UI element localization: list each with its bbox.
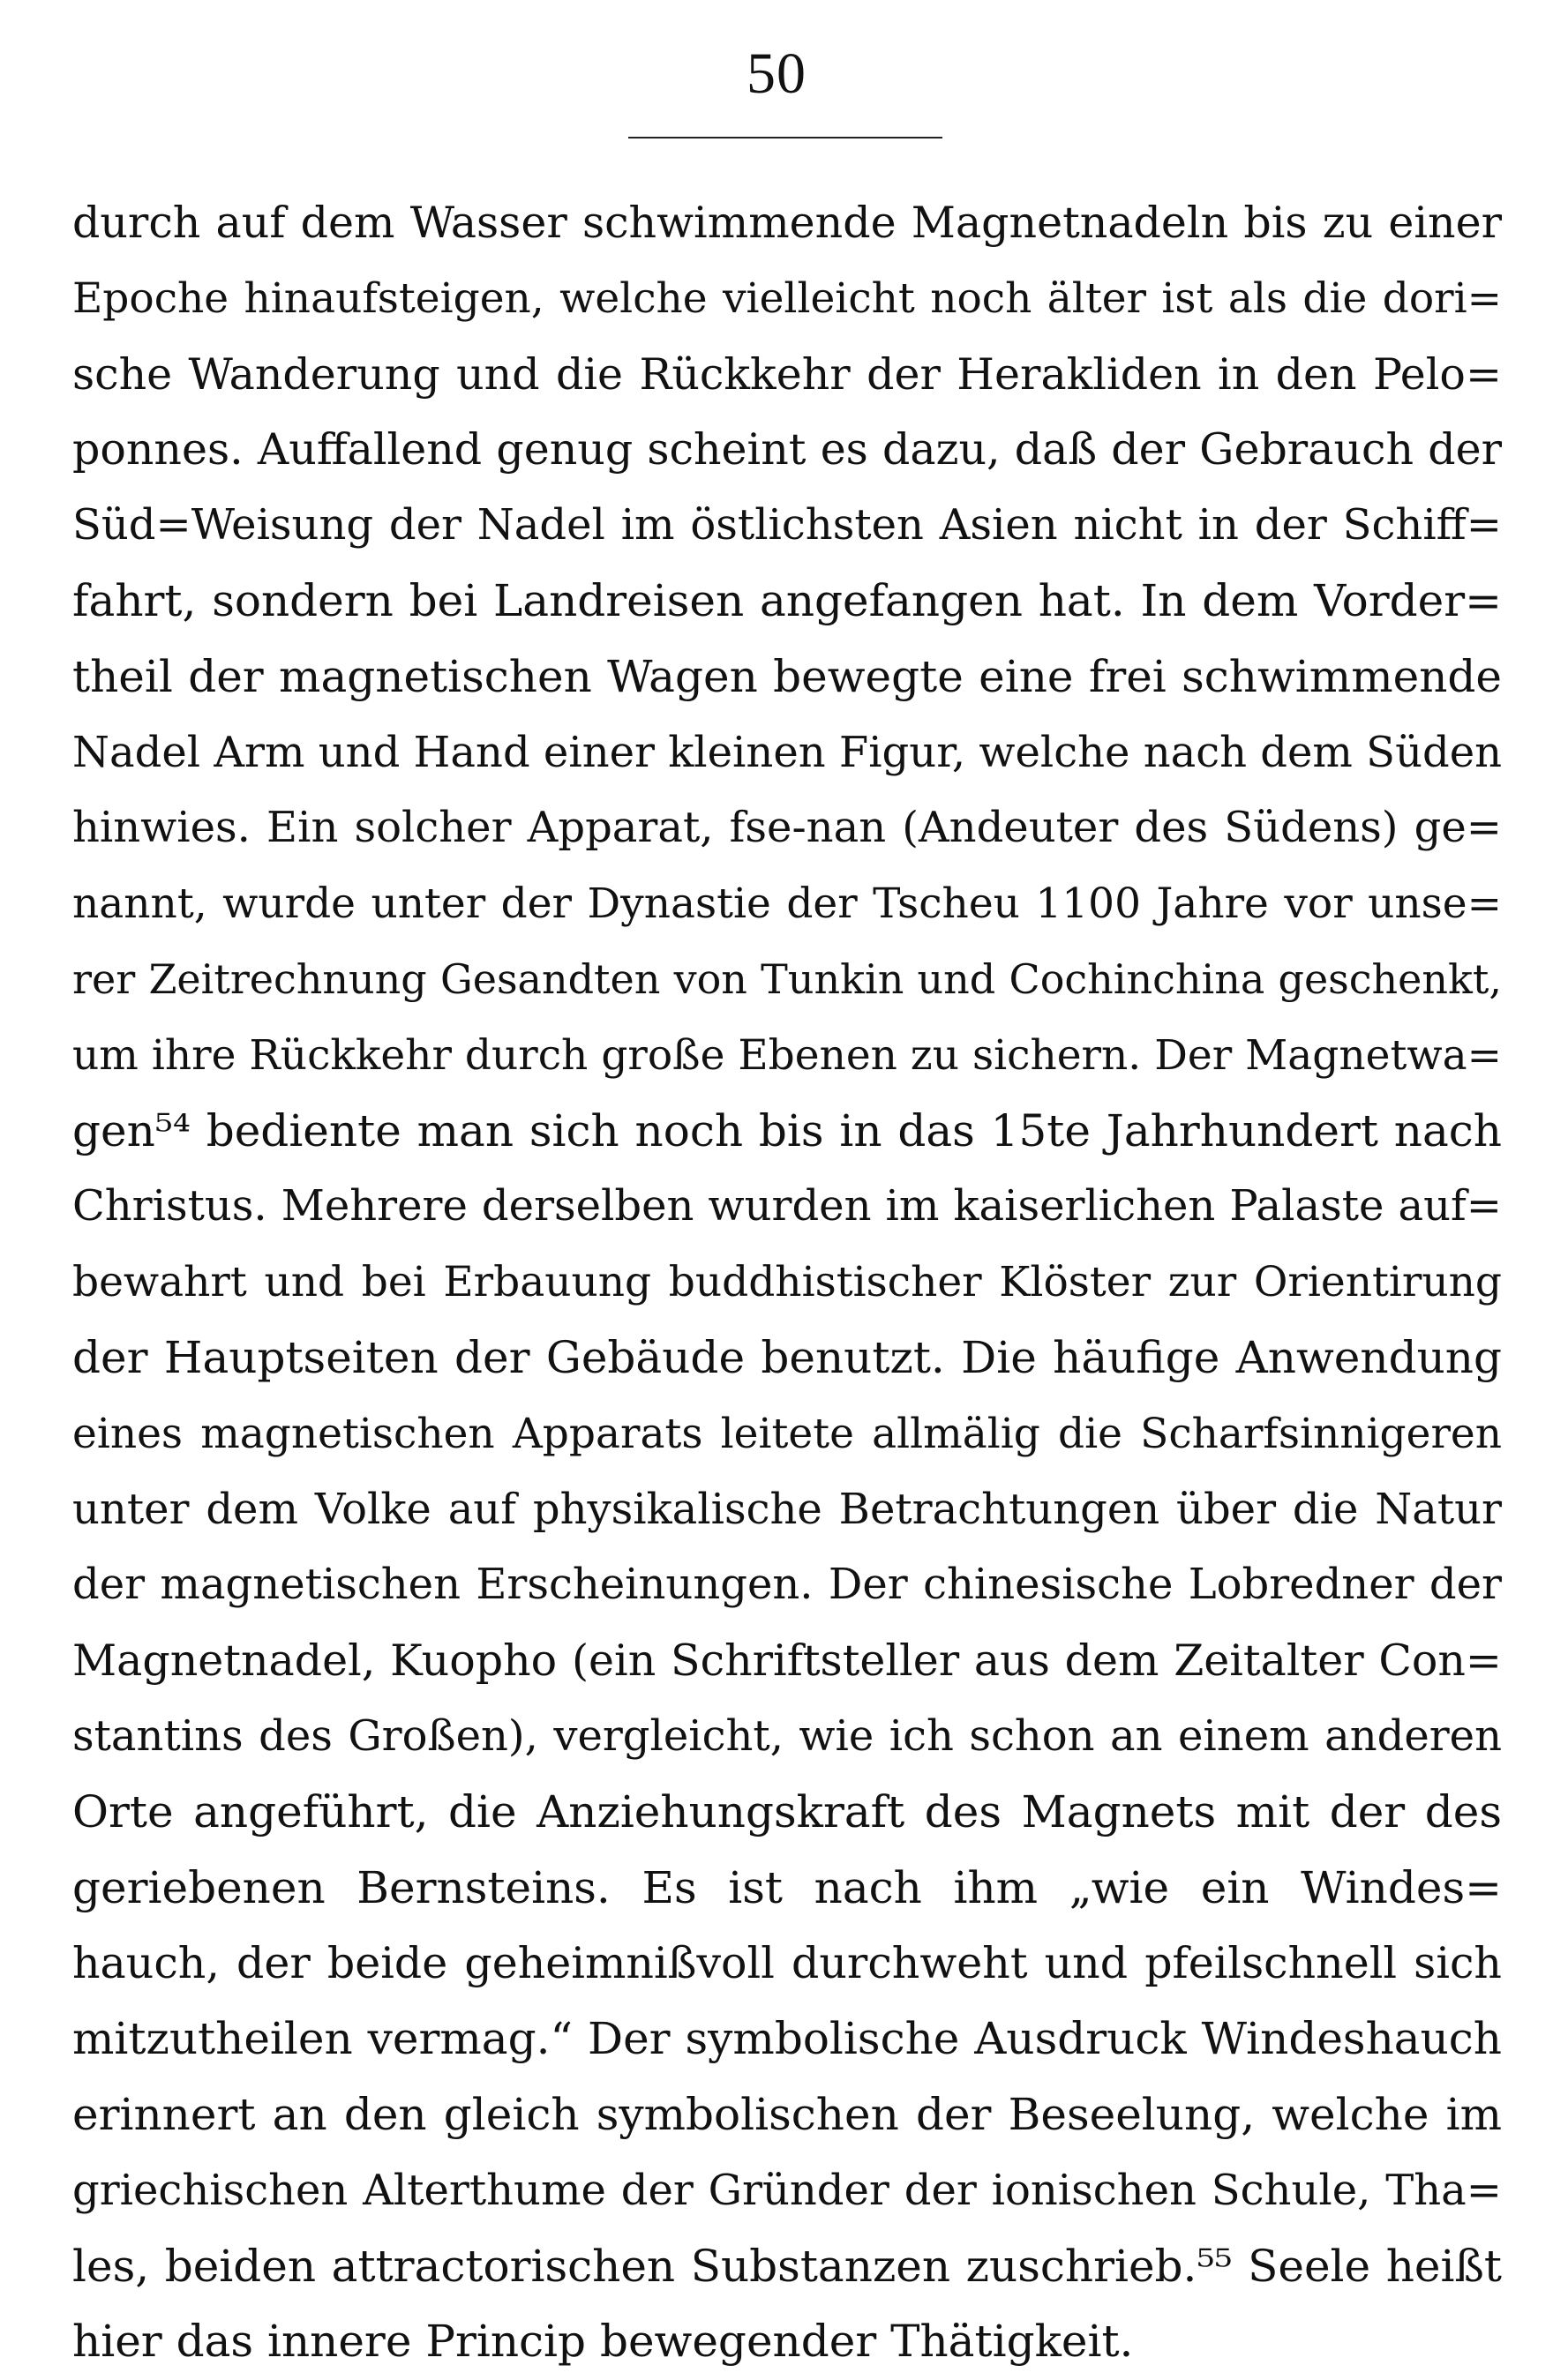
page-number: 50 (746, 41, 807, 106)
text-line: Süd=Weisung der Nadel im östlichsten Asien nicht in der Schiff= (72, 500, 1502, 550)
header-rule (628, 137, 942, 138)
text-line: Epoche hinaufsteigen, welche vielleicht noch älter ist als die dori= (72, 273, 1502, 323)
text-line: nannt, wurde unter der Dynastie der Tscheu 1100 Jahre vor unse= (72, 879, 1502, 929)
text-line: les, beiden attractorischen Substanzen zuschrieb.⁵⁵ Seele heißt (72, 2240, 1502, 2292)
text-line: Orte angeführt, die Anziehungskraft des Magnets mit der des (72, 1785, 1502, 1837)
text-line: der Hauptseiten der Gebäude benutzt. Die häufige Anwendung (72, 1331, 1502, 1383)
text-line: Magnetnadel, Kuopho (ein Schriftsteller aus dem Zeitalter Con= (72, 1635, 1502, 1687)
text-line-last: hier das innere Princip bewegender Thätigkeit. (72, 2316, 1134, 2368)
text-line: ponnes. Auffallend genug scheint es dazu, daß der Gebrauch der (72, 424, 1502, 475)
text-line: geriebenen Bernsteins. Es ist nach ihm „wie ein Windes= (72, 1861, 1502, 1913)
text-line: Christus. Mehrere derselben wurden im kaiserlichen Palaste auf= (72, 1181, 1502, 1231)
text-line: griechischen Alterthume der Gründer der ionischen Schule, Tha= (72, 2165, 1502, 2215)
text-line: stantins des Großen), vergleicht, wie ich schon an einem anderen (72, 1710, 1502, 1761)
body-text (72, 185, 1502, 2380)
text-line: mitzutheilen vermag.“ Der symbolische Ausdruck Windeshauch (72, 2013, 1502, 2065)
text-line: rer Zeitrechnung Gesandten von Tunkin und Cochinchina geschenkt, (72, 954, 1502, 1003)
text-line: sche Wanderung und die Rückkehr der Herakliden in den Pelo= (72, 348, 1502, 400)
text-line: fahrt, sondern bei Landreisen angefangen hat. In dem Vorder= (72, 574, 1502, 626)
text-line: theil der magnetischen Wagen bewegte eine frei schwimmende (72, 650, 1502, 702)
text-line: hauch, der beide geheimnißvoll durchweht und pfeilschnell sich (72, 1938, 1502, 1989)
text-line: der magnetischen Erscheinungen. Der chinesische Lobredner der (72, 1560, 1502, 1610)
text-line: um ihre Rückkehr durch große Ebenen zu sichern. Der Magnetwa= (72, 1030, 1502, 1080)
text-line: bewahrt und bei Erbauung buddhistischer Klöster zur Orientirung (72, 1258, 1502, 1307)
text-line: Nadel Arm und Hand einer kleinen Figur, welche nach dem Süden (72, 727, 1502, 777)
text-line: hinwies. Ein solcher Apparat, fse-nan (Andeuter des Südens) ge= (72, 803, 1502, 853)
text-line: gen⁵⁴ bediente man sich noch bis in das 15te Jahrhundert nach (72, 1104, 1502, 1156)
text-line: unter dem Volke auf physikalische Betrachtungen über die Natur (72, 1484, 1502, 1534)
text-line: eines magnetischen Apparats leitete allmälig die Scharfsinnigeren (72, 1409, 1502, 1458)
text-line: erinnert an den gleich symbolischen der Beseelung, welche im (72, 2088, 1502, 2140)
text-line: durch auf dem Wasser schwimmende Magnetnadeln bis zu einer (72, 198, 1502, 248)
